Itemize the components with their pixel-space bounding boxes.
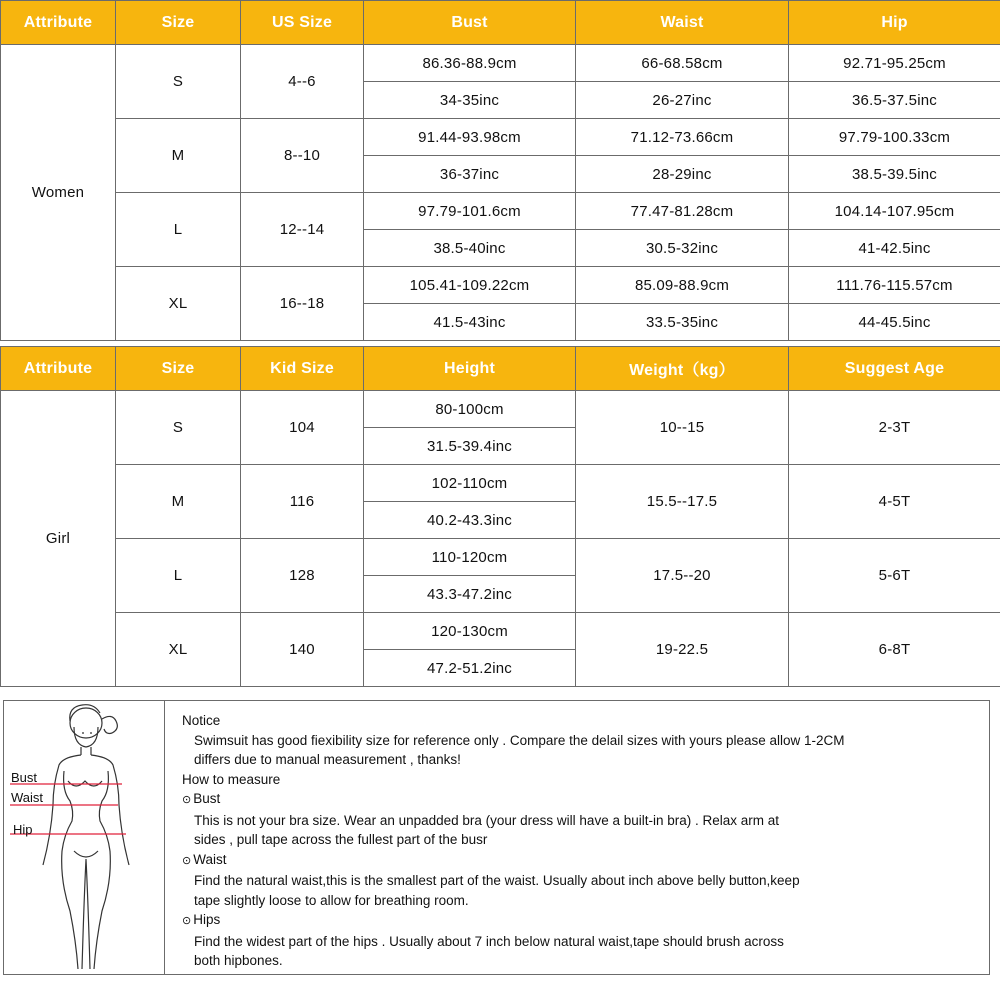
hip-in-cell: 36.5-37.5inc — [789, 82, 1000, 119]
hip-in-cell: 44-45.5inc — [789, 304, 1000, 341]
waist-in-cell: 28-29inc — [576, 156, 789, 193]
table-row — [1, 119, 1000, 156]
size-cell: XL — [116, 267, 241, 341]
waist-heading-label: Waist — [193, 851, 227, 867]
arrow-bullet-icon: ⊙ — [182, 915, 192, 927]
bust-in-cell: 34-35inc — [364, 82, 576, 119]
weight-cell: 17.5--20 — [576, 539, 789, 613]
height-in-cell: 31.5-39.4inc — [364, 428, 576, 465]
girl-header-row — [1, 347, 1000, 391]
waist-cm-cell: 71.12-73.66cm — [576, 119, 789, 156]
attribute-girl: Girl — [1, 391, 116, 687]
hip-cm-cell: 104.14-107.95cm — [789, 193, 1000, 230]
waist-in-cell: 30.5-32inc — [576, 230, 789, 267]
waist-line: Find the natural waist,this is the smallest part of the waist. Usually about inch above belly button,keep — [194, 873, 800, 888]
size-cell: S — [116, 45, 241, 119]
header-suggest-age: Suggest Age — [789, 347, 1000, 391]
height-cm-cell: 120-130cm — [364, 613, 576, 650]
us-size-cell: 12--14 — [241, 193, 364, 267]
header-weight: Weight（kg） — [576, 347, 789, 391]
table-row — [1, 465, 1000, 502]
table-row — [1, 193, 1000, 230]
body-figure-panel — [4, 701, 165, 974]
bust-line: sides , pull tape across the fullest part of the busr — [194, 832, 488, 847]
height-in-cell: 40.2-43.3inc — [364, 502, 576, 539]
measure-notice-box — [3, 700, 990, 975]
hip-in-cell: 41-42.5inc — [789, 230, 1000, 267]
height-cm-cell: 80-100cm — [364, 391, 576, 428]
kid-size-cell: 104 — [241, 391, 364, 465]
us-size-cell: 8--10 — [241, 119, 364, 193]
bust-line: This is not your bra size. Wear an unpadded bra (your dress will have a built-in bra) . Relax arm at — [194, 812, 780, 828]
us-size-cell: 16--18 — [241, 267, 364, 341]
girl-size-table — [0, 346, 1000, 687]
bust-in-cell: 41.5-43inc — [364, 304, 576, 341]
bust-in-cell: 36-37inc — [364, 156, 576, 193]
hips-heading-label: Hips — [193, 912, 221, 927]
hips-line: Find the widest part of the hips . Usually about 7 inch below natural waist,tape should brush across — [194, 933, 784, 949]
table-row — [1, 391, 1000, 428]
age-cell: 2-3T — [789, 391, 1000, 465]
arrow-bullet-icon: ⊙ — [182, 794, 192, 806]
waist-heading — [182, 850, 982, 872]
bust-heading-label: Bust — [193, 791, 221, 806]
age-cell: 5-6T — [789, 539, 1000, 613]
header-kid-size: Kid Size — [241, 347, 364, 391]
women-size-table — [0, 0, 1000, 341]
waist-cm-cell: 77.47-81.28cm — [576, 193, 789, 230]
notice-text-block — [182, 711, 982, 971]
table-row — [1, 267, 1000, 304]
hip-cm-cell: 97.79-100.33cm — [789, 119, 1000, 156]
body-outline-illustration — [4, 701, 164, 974]
notice-title: Notice — [182, 713, 221, 728]
table-row — [1, 613, 1000, 650]
height-cm-cell: 110-120cm — [364, 539, 576, 576]
figure-label-hip: Hip — [13, 822, 33, 837]
size-cell: S — [116, 391, 241, 465]
header-waist: Waist — [576, 1, 789, 45]
height-in-cell: 47.2-51.2inc — [364, 650, 576, 687]
height-cm-cell: 102-110cm — [364, 465, 576, 502]
figure-label-waist: Waist — [11, 790, 44, 805]
size-cell: XL — [116, 613, 241, 687]
hips-heading — [182, 910, 982, 932]
us-size-cell: 4--6 — [241, 45, 364, 119]
bust-cm-cell: 91.44-93.98cm — [364, 119, 576, 156]
kid-size-cell: 116 — [241, 465, 364, 539]
waist-in-cell: 26-27inc — [576, 82, 789, 119]
bust-cm-cell: 86.36-88.9cm — [364, 45, 576, 82]
age-cell: 6-8T — [789, 613, 1000, 687]
header-size: Size — [116, 347, 241, 391]
age-cell: 4-5T — [789, 465, 1000, 539]
figure-label-bust: Bust — [11, 770, 38, 785]
bust-heading — [182, 789, 982, 811]
kid-size-cell: 128 — [241, 539, 364, 613]
header-attribute: Attribute — [1, 347, 116, 391]
height-in-cell: 43.3-47.2inc — [364, 576, 576, 613]
size-cell: L — [116, 193, 241, 267]
header-bust: Bust — [364, 1, 576, 45]
size-cell: L — [116, 539, 241, 613]
waist-in-cell: 33.5-35inc — [576, 304, 789, 341]
header-size: Size — [116, 1, 241, 45]
waist-line: tape slightly loose to allow for breathing room. — [194, 892, 469, 908]
weight-cell: 19-22.5 — [576, 613, 789, 687]
how-to-measure-heading: How to measure — [182, 771, 281, 787]
bust-in-cell: 38.5-40inc — [364, 230, 576, 267]
attribute-women: Women — [1, 45, 116, 341]
bust-cm-cell: 97.79-101.6cm — [364, 193, 576, 230]
header-attribute: Attribute — [1, 1, 116, 45]
waist-cm-cell: 85.09-88.9cm — [576, 267, 789, 304]
kid-size-cell: 140 — [241, 613, 364, 687]
header-hip: Hip — [789, 1, 1000, 45]
size-cell: M — [116, 119, 241, 193]
table-row — [1, 539, 1000, 576]
waist-cm-cell: 66-68.58cm — [576, 45, 789, 82]
header-us-size: US Size — [241, 1, 364, 45]
size-cell: M — [116, 465, 241, 539]
hip-cm-cell: 92.71-95.25cm — [789, 45, 1000, 82]
hips-line: both hipbones. — [194, 953, 283, 968]
weight-cell: 15.5--17.5 — [576, 465, 789, 539]
weight-cell: 10--15 — [576, 391, 789, 465]
hip-cm-cell: 111.76-115.57cm — [789, 267, 1000, 304]
notice-line: differs due to manual measurement , thanks! — [194, 752, 461, 767]
bust-cm-cell: 105.41-109.22cm — [364, 267, 576, 304]
women-header-row — [1, 1, 1000, 45]
table-row — [1, 45, 1000, 82]
header-height: Height — [364, 347, 576, 391]
notice-line: Swimsuit has good fiexibility size for reference only . Compare the delail sizes with yours please allow 1-2CM — [194, 732, 845, 748]
arrow-bullet-icon: ⊙ — [182, 854, 192, 867]
hip-in-cell: 38.5-39.5inc — [789, 156, 1000, 193]
